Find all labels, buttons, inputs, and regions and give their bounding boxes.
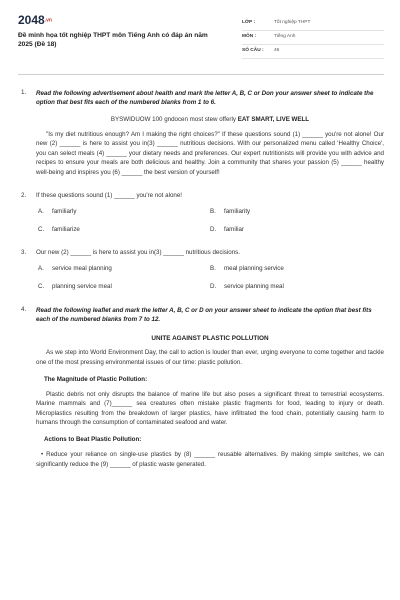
option-d[interactable] (210, 283, 384, 292)
question-2 (18, 192, 384, 235)
question-3 (18, 249, 384, 292)
answer-options (36, 208, 384, 235)
option-text: familiarly (52, 207, 77, 215)
logo-number: 2048 (18, 13, 45, 27)
option-text: familiarity (224, 207, 251, 215)
meta-key: LỚP : (242, 20, 256, 26)
option-b[interactable] (210, 208, 384, 217)
option-b[interactable] (210, 265, 384, 274)
meta-table (242, 17, 384, 66)
meta-row-class (242, 17, 384, 31)
question-1 (18, 89, 384, 178)
option-a[interactable] (38, 265, 210, 274)
document-title: Đề minh họa tốt nghiệp THPT môn Tiếng Anh có đáp án năm 2025 (Đề 18) (18, 32, 208, 48)
question-stem: Our new (2) ______ is here to assist you in(3) ______ nutritious decisions. (36, 248, 240, 256)
option-c[interactable] (38, 283, 210, 292)
option-text: service planning meal (224, 282, 284, 290)
leaflet-bullet: • Reduce your reliance on single-use plastics by (8) ______ reusable alternatives. By making simple switches, we can significantly reduce the (9) ______ of plastic waste generated. (36, 451, 384, 468)
ad-prefix: BYSWIDUOW 100 gndocen most stew offerly (110, 115, 238, 123)
meta-value: Tiếng Anh (274, 34, 296, 40)
question-number: 3. (21, 248, 27, 256)
option-letter: B. (210, 207, 216, 215)
question-number: 4. (21, 305, 27, 313)
option-c[interactable] (38, 226, 210, 235)
option-text: meal planning service (224, 264, 284, 272)
leaflet-body: Plastic debris not only disrupts the balance of marine life but also poses a significant threat to terrestrial ecosystems. Marine mammals and (7)______ sea creatures often mistake plastic fragments for food, leading to injury or death. Microplastics resulting from the breakdown of larger plastics, have infiltrated the food chain, potentially causing harm to humans through the consumption of contaminated seafood and water. (36, 390, 384, 427)
meta-key: SỐ CÂU : (242, 48, 264, 54)
option-a[interactable] (38, 208, 210, 217)
site-logo[interactable] (18, 14, 223, 26)
question-body (36, 306, 384, 470)
option-text: planning service meal (52, 282, 112, 290)
meta-key: MÔN : (242, 34, 257, 40)
option-d[interactable] (210, 226, 384, 235)
option-letter: A. (38, 264, 44, 272)
ad-paragraph: "Is my diet nutritious enough? Am I making the right choices?" If these questions sound (1) ______ you're not alone! Our new (2) ______ is here to assist you in(3) ______ nutritious decisions. With our personalized menu called 'Healthy Choice', you can select meals (4) ______ your dietary needs and preferences. Our expert nutritionists will provide you with advice and recipes to ensure your meals are both delicious and healthy. Join a community that shares your passion (5) ______ healthy well-being and inspires you (6) ______ the best version of yourself! (36, 130, 384, 177)
ad-headline (36, 116, 384, 125)
leaflet-subheading: The Magnitude of Plastic Pollution: (44, 375, 148, 383)
question-body (36, 89, 384, 178)
question-number: 2. (21, 191, 27, 199)
option-text: familiarize (52, 225, 80, 233)
logo-tld: .vn (44, 17, 52, 24)
leaflet-subheading: Actions to Beat Plastic Pollution: (44, 436, 142, 444)
option-letter: A. (38, 207, 44, 215)
option-letter: D. (210, 225, 217, 233)
question-stem: If these questions sound (1) ______ you're not alone! (36, 191, 183, 199)
meta-row-subject (242, 31, 384, 45)
option-text: service meal planning (52, 264, 112, 272)
meta-value: 46 (274, 48, 280, 54)
header-divider (18, 74, 384, 75)
meta-row-count (242, 45, 384, 59)
option-text: familiar (224, 225, 244, 233)
leaflet-title: UNITE AGAINST PLASTIC POLLUTION (151, 335, 269, 343)
option-letter: B. (210, 264, 216, 272)
option-letter: C. (38, 225, 45, 233)
question-instruction: Read the following leaflet and mark the letter A, B, C or D on your answer sheet to indicate the option that best fits each of the numbered blanks from 7 to 12. (36, 306, 372, 323)
question-number: 1. (21, 89, 27, 96)
leaflet-intro: As we step into World Environment Day, the call to action is louder than ever, urging everyone to come together and tackle one of the most pressing environmental issues of our time: plastic pollution. (36, 349, 384, 367)
option-letter: D. (210, 282, 217, 290)
answer-options (36, 265, 384, 292)
page-header (18, 0, 384, 66)
question-body (36, 249, 384, 292)
header-left (18, 14, 223, 66)
meta-value: Tốt nghiệp THPT (274, 20, 311, 26)
question-instruction: Read the following advertisement about health and mark the letter A, B, C or Don your answer sheet to indicate the option that best fits each of the numbered blanks from 1 to 6. (36, 90, 374, 107)
question-4 (18, 306, 384, 470)
ad-slogan: EAT SMART, LIVE WELL (237, 115, 310, 123)
question-body (36, 192, 384, 235)
option-letter: C. (38, 282, 45, 290)
